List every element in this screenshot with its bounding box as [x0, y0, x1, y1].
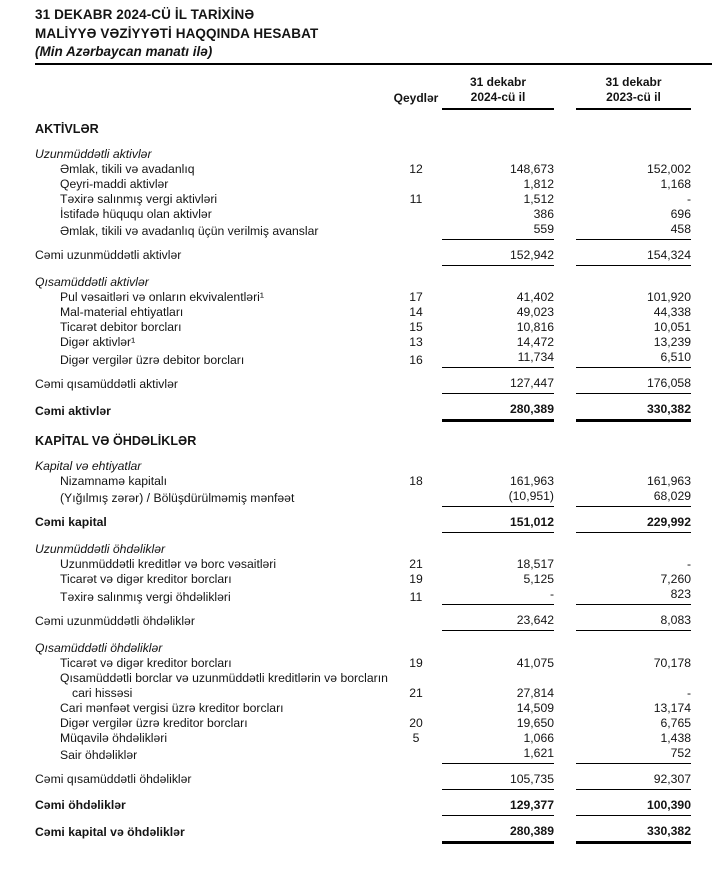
row-label: Digər vergilər üzrə kreditor borcları — [60, 715, 248, 730]
note-reference: 19 — [409, 655, 423, 670]
item-row — [35, 489, 691, 507]
note-reference: 5 — [412, 730, 420, 745]
note-reference — [390, 368, 442, 394]
note-reference — [390, 449, 442, 474]
row-label: Ticarət və digər kreditor borcları — [60, 655, 232, 670]
value-2024 — [442, 137, 554, 162]
note-reference — [390, 137, 442, 162]
value-2024: - — [442, 587, 554, 605]
note-reference: 21 — [409, 685, 423, 700]
note-reference — [390, 506, 442, 532]
value-2023: 1,168 — [660, 176, 691, 191]
column-gap — [554, 731, 576, 746]
row-label: Nizamnamə kapitalı — [60, 473, 168, 488]
row-label: AKTİVLƏR — [35, 121, 99, 136]
row-label: Əmlak, tikili və avadanlıq — [60, 161, 195, 176]
value-2023: 70,178 — [653, 655, 691, 670]
row-label: Cəmi qısamüddətli aktivlər — [35, 376, 178, 391]
item-row — [35, 320, 691, 335]
value-2023: 752 — [576, 746, 691, 764]
subtotal-row — [35, 763, 691, 789]
note-reference: 14 — [409, 305, 423, 319]
item-row — [35, 192, 691, 207]
row-label: Cəmi kapital — [35, 515, 107, 529]
value-2024: (10,951) — [442, 489, 554, 507]
column-gap — [554, 631, 576, 656]
value-2023: 229,992 — [576, 506, 691, 532]
row-label: Digər aktivlər¹ — [60, 335, 136, 349]
note-reference: 17 — [409, 290, 423, 304]
subtotal-row — [35, 605, 691, 631]
value-2023 — [576, 421, 691, 449]
column-gap — [554, 572, 576, 587]
value-2023: 176,058 — [576, 368, 691, 394]
value-2023: 13,174 — [653, 700, 691, 715]
value-2024: 10,816 — [516, 320, 554, 334]
column-gap — [554, 290, 576, 305]
row-label: Cəmi uzunmüddətli öhdəliklər — [35, 613, 195, 628]
value-2023: 696 — [670, 206, 691, 221]
value-2024: 280,389 — [442, 394, 554, 421]
note-reference — [390, 815, 442, 842]
document-header — [35, 6, 712, 65]
row-label: KAPİTAL VƏ ÖHDƏLİKLƏR — [35, 433, 197, 448]
total-row — [35, 815, 691, 842]
row-label: Təxirə salınmış vergi öhdəlikləri — [60, 589, 231, 604]
value-2024: 280,389 — [442, 815, 554, 842]
row-label: Uzunmüddətli kreditlər və borc vəsaitləri — [60, 557, 277, 571]
balance-sheet-table — [35, 75, 691, 844]
column-gap — [554, 350, 576, 368]
row-label: Cəmi kapital və öhdəliklər — [35, 825, 185, 839]
column-gap-header — [554, 75, 576, 109]
row-label: Digər vergilər üzrə debitor borcları — [60, 352, 245, 367]
row-label: İstifadə hüququ olan aktivlər — [60, 206, 212, 221]
column-gap — [554, 320, 576, 335]
value-2024: 11,734 — [442, 350, 554, 368]
value-2023: - — [686, 191, 691, 206]
value-2024: 41,402 — [516, 290, 554, 304]
item-row — [35, 335, 691, 350]
group-row — [35, 449, 691, 474]
item-row — [35, 656, 691, 671]
value-2023: 6,510 — [576, 350, 691, 368]
total-row — [35, 506, 691, 532]
note-reference: 15 — [409, 320, 423, 334]
row-label: Kapital və ehtiyatlar — [35, 458, 142, 473]
value-2024: 1,512 — [523, 191, 554, 206]
column-gap — [554, 449, 576, 474]
row-label: Cəmi aktivlər — [35, 403, 111, 418]
value-2023: 330,382 — [576, 394, 691, 421]
group-row — [35, 265, 691, 290]
note-reference — [390, 489, 442, 507]
column-gap — [554, 222, 576, 240]
note-reference: 12 — [409, 161, 423, 176]
value-2024: 14,472 — [516, 335, 554, 349]
item-row — [35, 162, 691, 177]
row-label: Qısamüddətli borclar və uzunmüddətli kreditlərin və borcların cari hissəsi — [60, 670, 388, 700]
value-2023: - — [686, 557, 691, 571]
value-2023: 8,083 — [576, 605, 691, 631]
total-row — [35, 789, 691, 815]
value-2023: 154,324 — [576, 239, 691, 265]
value-2023: 6,765 — [660, 715, 691, 730]
column-gap — [554, 506, 576, 532]
row-label: Qısamüddətli öhdəliklər — [35, 640, 163, 655]
column-gap — [554, 394, 576, 421]
row-label: Təxirə salınmış vergi aktivləri — [60, 191, 218, 206]
item-row — [35, 557, 691, 572]
value-2023 — [576, 265, 691, 290]
note-reference — [390, 177, 442, 192]
note-reference — [390, 605, 442, 631]
value-2024 — [442, 421, 554, 449]
note-reference: 21 — [409, 557, 423, 571]
item-row — [35, 207, 691, 222]
row-label: Pul vəsaitləri və onların ekvivalentləri¹ — [60, 290, 264, 304]
item-row — [35, 474, 691, 489]
value-2024: 152,942 — [442, 239, 554, 265]
value-2024: 49,023 — [516, 305, 554, 319]
row-label: Əmlak, tikili və avadanlıq üçün verilmiş avanslar — [60, 224, 319, 238]
value-2023: 330,382 — [576, 815, 691, 842]
value-2023: 10,051 — [653, 320, 691, 334]
value-2024: 151,012 — [442, 506, 554, 532]
item-row — [35, 746, 691, 764]
column-gap — [554, 192, 576, 207]
row-label: Ticarət debitor borcları — [60, 320, 182, 334]
value-2024 — [442, 449, 554, 474]
item-row — [35, 350, 691, 368]
row-label: Uzunmüddətli öhdəliklər — [35, 542, 166, 556]
value-2024: 41,075 — [516, 655, 554, 670]
value-2023: 100,390 — [576, 789, 691, 815]
column-gap — [554, 605, 576, 631]
item-row — [35, 222, 691, 240]
value-2024: 1,066 — [523, 730, 554, 745]
column-gap — [554, 815, 576, 842]
column-gap — [554, 177, 576, 192]
note-reference — [390, 421, 442, 449]
col-2024-year-line: 2024-cü il — [470, 89, 526, 104]
note-reference: 19 — [409, 572, 423, 586]
item-row — [35, 671, 691, 701]
value-2024: 5,125 — [523, 572, 554, 586]
value-2024: 105,735 — [442, 763, 554, 789]
total-row — [35, 394, 691, 421]
section-row — [35, 421, 691, 449]
note-reference — [390, 222, 442, 240]
column-gap — [554, 368, 576, 394]
column-gap — [554, 239, 576, 265]
value-2024: 386 — [533, 206, 554, 221]
column-header-2024 — [442, 75, 554, 109]
report-date-title: 31 DEKABR 2024-CÜ İL TARİXİNƏ — [35, 7, 255, 22]
note-reference: 11 — [409, 191, 423, 206]
row-label: Mal-material ehtiyatları — [60, 305, 184, 319]
value-2024: 559 — [442, 222, 554, 240]
value-2023: 152,002 — [646, 161, 691, 176]
value-2023: 161,963 — [646, 473, 691, 488]
note-reference: 16 — [409, 352, 423, 367]
note-reference: 11 — [409, 589, 423, 604]
column-gap — [554, 109, 576, 137]
value-2024: 127,447 — [442, 368, 554, 394]
value-2024 — [442, 532, 554, 557]
note-reference — [390, 239, 442, 265]
value-2024: 18,517 — [516, 557, 554, 571]
note-reference — [390, 789, 442, 815]
column-gap — [554, 716, 576, 731]
value-2023 — [576, 449, 691, 474]
value-2024: 27,814 — [516, 685, 554, 700]
column-gap — [554, 474, 576, 489]
note-reference — [390, 109, 442, 137]
column-gap — [554, 137, 576, 162]
note-reference — [390, 631, 442, 656]
item-row — [35, 572, 691, 587]
col-2023-date-line: 31 dekabr — [605, 74, 662, 89]
value-2023: 823 — [576, 587, 691, 605]
row-label: Müqavilə öhdəlikləri — [60, 730, 168, 745]
subtotal-row — [35, 368, 691, 394]
note-reference — [390, 701, 442, 716]
value-2024: 1,621 — [442, 746, 554, 764]
value-2023: - — [686, 685, 691, 700]
column-gap — [554, 656, 576, 671]
label-column-header — [35, 75, 390, 109]
row-label: Cəmi öhdəliklər — [35, 798, 126, 812]
note-reference — [390, 207, 442, 222]
note-reference: 18 — [409, 473, 423, 488]
column-gap — [554, 489, 576, 507]
row-label: (Yığılmış zərər) / Bölüşdürülməmiş mənfəət — [60, 491, 295, 505]
value-2023 — [576, 631, 691, 656]
item-row — [35, 716, 691, 731]
column-gap — [554, 532, 576, 557]
group-row — [35, 631, 691, 656]
group-row — [35, 532, 691, 557]
note-reference — [390, 532, 442, 557]
value-2024 — [442, 265, 554, 290]
col-2024-date-line: 31 dekabr — [469, 74, 527, 89]
value-2023: 458 — [576, 222, 691, 240]
value-2023 — [576, 109, 691, 137]
table-header-row — [35, 75, 691, 109]
column-gap — [554, 335, 576, 350]
currency-units-note: (Min Azərbaycan manatı ilə) — [35, 44, 213, 59]
value-2023: 7,260 — [660, 572, 691, 586]
row-label: Cari mənfəət vergisi üzrə kreditor borcları — [60, 700, 284, 715]
item-row — [35, 731, 691, 746]
value-2024 — [442, 109, 554, 137]
item-row — [35, 701, 691, 716]
value-2024: 23,642 — [442, 605, 554, 631]
row-label: Sair öhdəliklər — [60, 748, 138, 762]
column-gap — [554, 207, 576, 222]
column-gap — [554, 162, 576, 177]
value-2023: 68,029 — [576, 489, 691, 507]
value-2024: 148,673 — [509, 161, 554, 176]
value-2024: 14,509 — [516, 700, 554, 715]
column-header-2023 — [576, 75, 691, 109]
note-reference: 13 — [409, 335, 423, 349]
note-reference — [390, 265, 442, 290]
row-label: Qeyri-maddi aktivlər — [60, 176, 169, 191]
column-gap — [554, 789, 576, 815]
value-2023: 92,307 — [576, 763, 691, 789]
row-label: Cəmi qısamüddətli öhdəliklər — [35, 772, 192, 786]
value-2023 — [576, 137, 691, 162]
column-gap — [554, 671, 576, 701]
column-gap — [554, 587, 576, 605]
column-gap — [554, 746, 576, 764]
value-2023: 1,438 — [660, 730, 691, 745]
value-2023: 13,239 — [653, 335, 691, 349]
item-row — [35, 305, 691, 320]
value-2024: 1,812 — [523, 176, 554, 191]
report-name-title: MALİYYƏ VƏZİYYƏTİ HAQQINDA HESABAT — [35, 25, 319, 41]
notes-column-header: Qeydlər — [393, 90, 439, 105]
item-row — [35, 177, 691, 192]
value-2024: 161,963 — [509, 473, 554, 488]
column-gap — [554, 421, 576, 449]
value-2024 — [442, 631, 554, 656]
note-reference — [390, 394, 442, 421]
column-gap — [554, 763, 576, 789]
note-reference: 20 — [409, 715, 423, 730]
row-label: Qısamüddətli aktivlər — [35, 275, 149, 289]
section-row — [35, 109, 691, 137]
column-gap — [554, 557, 576, 572]
value-2023: 101,920 — [646, 290, 691, 304]
column-gap — [554, 265, 576, 290]
note-reference — [390, 763, 442, 789]
value-2024: 19,650 — [516, 715, 554, 730]
column-gap — [554, 701, 576, 716]
col-2023-year-line: 2023-cü il — [606, 89, 661, 104]
group-row — [35, 137, 691, 162]
column-gap — [554, 305, 576, 320]
subtotal-row — [35, 239, 691, 265]
value-2024: 129,377 — [442, 789, 554, 815]
item-row — [35, 587, 691, 605]
row-label: Uzunmüddətli aktivlər — [35, 146, 152, 161]
value-2023 — [576, 532, 691, 557]
note-reference — [390, 746, 442, 764]
row-label: Ticarət və digər kreditor borcları — [60, 572, 232, 586]
row-label: Cəmi uzunmüddətli aktivlər — [35, 248, 182, 262]
value-2023: 44,338 — [653, 305, 691, 319]
item-row — [35, 290, 691, 305]
